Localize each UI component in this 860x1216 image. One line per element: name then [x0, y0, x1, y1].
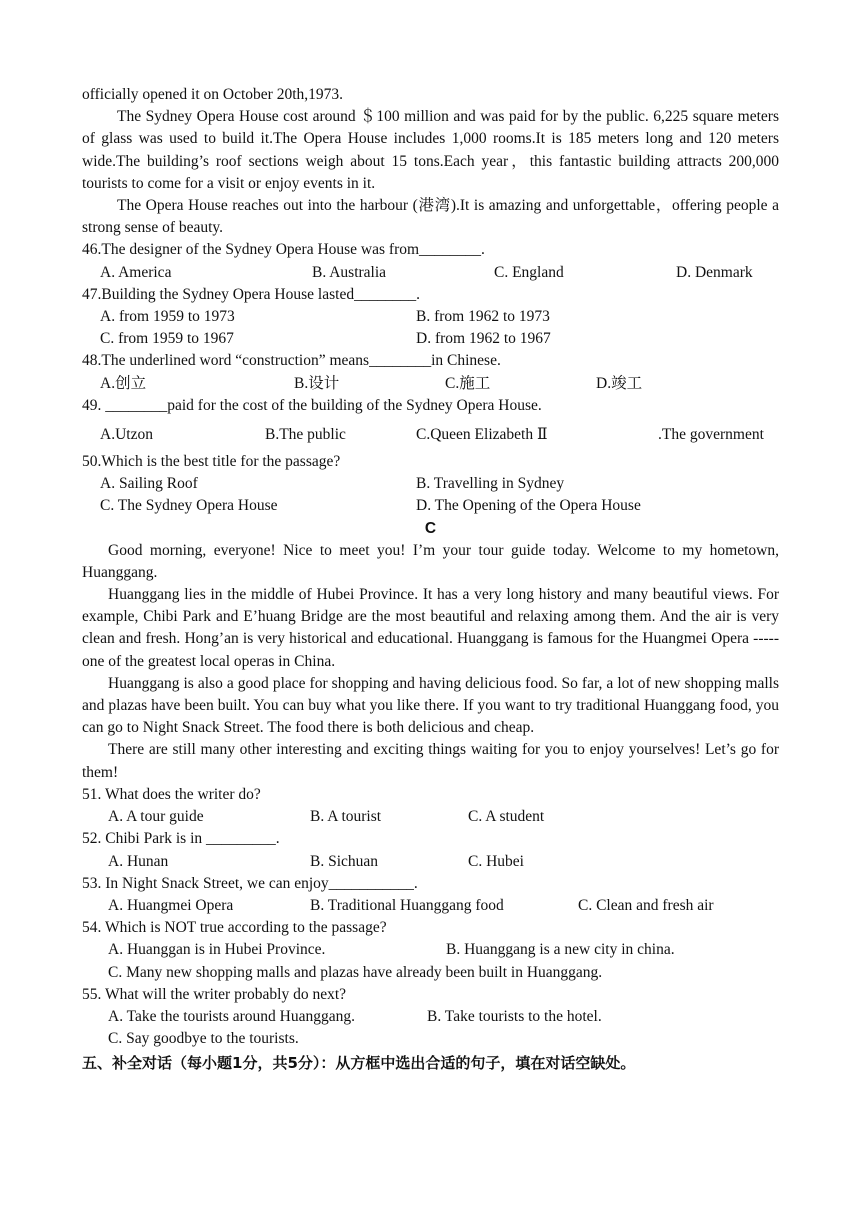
- option-c[interactable]: C. Say goodbye to the tourists.: [108, 1030, 299, 1048]
- exam-page: [82, 84, 779, 1076]
- option-a[interactable]: A. Sailing Roof: [100, 475, 198, 493]
- section-5-heading: 五、补全对话（每小题1分，共5分）：从方框中选出合适的句子，填在对话空缺处。: [82, 1054, 636, 1073]
- option-a[interactable]: A. America: [100, 263, 172, 281]
- option-c[interactable]: C.施工: [445, 374, 491, 392]
- passage-b-paragraph: The Sydney Opera House cost around ＄100 million and was paid for by the public. 6,225 square meters of glass was used to build it.The Opera House includes 1,000 rooms.It is 185 meters long and 120 meters wide.The building’s roof sections weigh about 15 tons.Each year，this fantastic building attracts 200,000 tourists to come for a visit or enjoy events in it.: [82, 108, 779, 192]
- question-50-stem: 50.Which is the best title for the passage?: [82, 453, 341, 471]
- question-50-options: [82, 495, 779, 517]
- option-a[interactable]: A. from 1959 to 1973: [100, 308, 235, 326]
- option-d[interactable]: D. from 1962 to 1967: [416, 330, 551, 348]
- option-a[interactable]: A.创立: [100, 374, 147, 392]
- option-b[interactable]: B. Travelling in Sydney: [416, 475, 565, 493]
- option-a[interactable]: A. Hunan: [108, 852, 169, 870]
- option-d[interactable]: D.竣工: [596, 374, 643, 392]
- question-51-options: [82, 806, 779, 828]
- question-48-stem: 48.The underlined word “construction” means________in Chinese.: [82, 352, 501, 370]
- question-53-options: [82, 895, 779, 917]
- option-b[interactable]: B. Traditional Huanggang food: [310, 896, 504, 914]
- passage-c-paragraph: There are still many other interesting and exciting things waiting for you to enjoy yourselves! Let’s go for them!: [82, 741, 779, 781]
- option-c[interactable]: C. Hubei: [468, 852, 524, 870]
- passage-c-paragraph: Huanggang lies in the middle of Hubei Province. It has a very long history and many beautiful views. For example, Chibi Park and E’huang Bridge are the most beautiful and relaxing among them. And the air is very clean and fresh. Hong’an is very historical and educational. Huanggang is famous for the Huangmei Opera -----one of the greatest local operas in China.: [82, 586, 779, 670]
- question-53-stem: 53. In Night Snack Street, we can enjoy___________.: [82, 874, 418, 892]
- option-c[interactable]: C.Queen Elizabeth Ⅱ: [416, 426, 548, 444]
- question-54-stem: 54. Which is NOT true according to the passage?: [82, 919, 387, 937]
- question-54-options: [82, 939, 779, 961]
- option-b[interactable]: B.The public: [265, 426, 346, 444]
- option-a[interactable]: A.Utzon: [100, 426, 153, 444]
- question-55-options: [82, 1006, 779, 1028]
- option-a[interactable]: A. Huanggan is in Hubei Province.: [108, 941, 326, 959]
- question-46-stem: 46.The designer of the Sydney Opera House was from________.: [82, 241, 485, 259]
- question-47-options: [82, 306, 779, 328]
- option-c[interactable]: C. Clean and fresh air: [578, 896, 714, 914]
- option-d[interactable]: .The government: [658, 426, 764, 444]
- question-50-options: [82, 473, 779, 495]
- option-c[interactable]: C. from 1959 to 1967: [100, 330, 234, 348]
- option-d[interactable]: D. The Opening of the Opera House: [416, 497, 641, 515]
- option-c[interactable]: C. Many new shopping malls and plazas have already been built in Huanggang.: [108, 963, 603, 981]
- option-c[interactable]: C. A student: [468, 808, 545, 826]
- passage-b-paragraph: The Opera House reaches out into the harbour (港湾).It is amazing and unforgettable，offering people a strong sense of beauty.: [82, 197, 779, 237]
- option-d[interactable]: D. Denmark: [676, 263, 753, 281]
- question-46-options: [82, 262, 779, 284]
- question-48-options: [82, 373, 779, 395]
- question-47-options: [82, 328, 779, 350]
- option-b[interactable]: B. Take tourists to the hotel.: [427, 1007, 602, 1025]
- question-55-stem: 55. What will the writer probably do next?: [82, 985, 347, 1003]
- passage-b-line: officially opened it on October 20th,1973.: [82, 86, 344, 103]
- question-49-stem: 49. ________paid for the cost of the building of the Sydney Opera House.: [82, 396, 542, 414]
- option-b[interactable]: B. Huanggang is a new city in china.: [446, 941, 675, 959]
- option-a[interactable]: A. A tour guide: [108, 808, 204, 826]
- option-c[interactable]: C. The Sydney Opera House: [100, 497, 278, 515]
- question-52-options: [82, 851, 779, 873]
- section-c-heading: C: [424, 519, 437, 537]
- option-a[interactable]: A. Huangmei Opera: [108, 896, 234, 914]
- question-47-stem: 47.Building the Sydney Opera House lasted________.: [82, 285, 420, 303]
- option-b[interactable]: B. Australia: [312, 263, 387, 281]
- option-b[interactable]: B.设计: [294, 374, 340, 392]
- option-a[interactable]: A. Take the tourists around Huanggang.: [108, 1007, 356, 1025]
- option-b[interactable]: B. Sichuan: [310, 852, 379, 870]
- question-51-stem: 51. What does the writer do?: [82, 785, 261, 803]
- question-52-stem: 52. Chibi Park is in _________.: [82, 830, 280, 848]
- passage-c-paragraph: Huanggang is also a good place for shopping and having delicious food. So far, a lot of new shopping malls and plazas have been built. You can buy what you like there. If you want to try traditional Huanggang food, you can go to Night Snack Street. The food there is both delicious and cheap.: [82, 674, 779, 737]
- passage-c-paragraph: Good morning, everyone! Nice to meet you! I’m your tour guide today. Welcome to my hometown, Huanggang.: [82, 541, 779, 581]
- option-b[interactable]: B. A tourist: [310, 808, 382, 826]
- option-c[interactable]: C. England: [494, 263, 564, 281]
- option-b[interactable]: B. from 1962 to 1973: [416, 308, 550, 326]
- question-49-options: [82, 417, 779, 451]
